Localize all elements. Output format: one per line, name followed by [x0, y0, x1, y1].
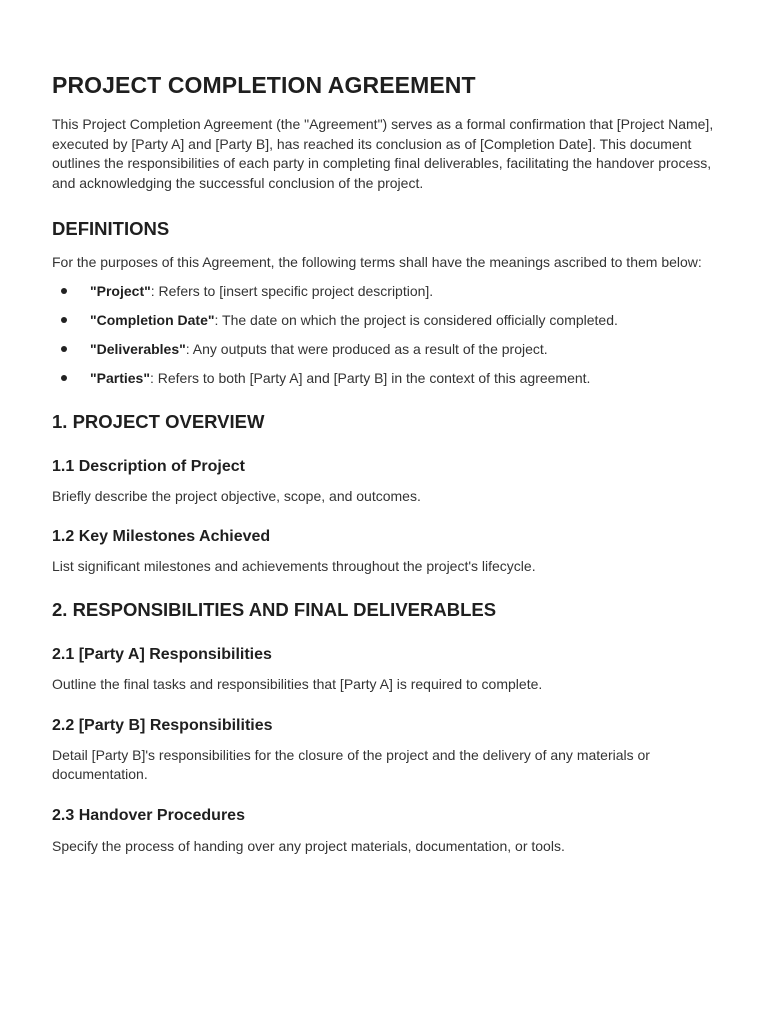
definition-item-project: [52, 282, 724, 302]
bullet-icon: [61, 317, 67, 323]
bullet-icon: [61, 375, 67, 381]
subsection-2-2-text: Detail [Party B]'s responsibilities for the closure of the project and the delivery of any materials or documentation.: [52, 746, 650, 783]
definition-item-deliverables: [52, 340, 724, 360]
definition-term: "Deliverables": [90, 341, 186, 358]
definition-term: "Parties": [90, 370, 150, 387]
definition-term: "Project": [90, 282, 151, 299]
document-title: PROJECT COMPLETION AGREEMENT: [52, 72, 476, 98]
definition-item-parties: [52, 369, 724, 389]
definitions-list: [52, 282, 724, 389]
definition-text: : The date on which the project is considered officially completed.: [214, 312, 618, 329]
subsection-2-3-text: Specify the process of handing over any project materials, documentation, or tools.: [52, 837, 565, 854]
subsection-2-1-text: Outline the final tasks and responsibilities that [Party A] is required to complete.: [52, 676, 543, 693]
bullet-icon: [61, 346, 67, 352]
subsection-1-1-heading: 1.1 Description of Project: [52, 457, 245, 475]
document-content: [52, 70, 724, 856]
definitions-intro: For the purposes of this Agreement, the following terms shall have the meanings ascribed to them below:: [52, 254, 702, 271]
subsection-2-3-heading: 2.3 Handover Procedures: [52, 806, 245, 824]
subsection-1-2-text: List significant milestones and achievements throughout the project's lifecycle.: [52, 558, 536, 575]
definition-text: : Refers to [insert specific project description].: [150, 282, 434, 299]
subsection-2-2-heading: 2.2 [Party B] Responsibilities: [52, 716, 273, 734]
intro-paragraph: This Project Completion Agreement (the "Agreement") serves as a formal confirmation that [Project Name], executed by [Party A] and [Party B], has reached its conclusion as of [Completion Date]. This document outlines the responsibilities of each party in completing final deliverables, facilitating the handover process, and acknowledging the successful conclusion of the project.: [52, 116, 714, 191]
subsection-1-1-text: Briefly describe the project objective, scope, and outcomes.: [52, 487, 421, 504]
bullet-icon: [61, 288, 67, 294]
definitions-heading: DEFINITIONS: [52, 218, 170, 240]
subsection-1-2-heading: 1.2 Key Milestones Achieved: [52, 528, 271, 546]
section-1-heading: 1. PROJECT OVERVIEW: [52, 410, 265, 432]
section-2-heading: 2. RESPONSIBILITIES AND FINAL DELIVERABLES: [52, 599, 497, 621]
subsection-2-1-heading: 2.1 [Party A] Responsibilities: [52, 646, 272, 664]
definition-term: "Completion Date": [90, 312, 215, 329]
definition-text: : Refers to both [Party A] and [Party B] in the context of this agreement.: [149, 370, 591, 387]
definition-item-completion-date: [52, 311, 724, 331]
definition-text: : Any outputs that were produced as a result of the project.: [185, 341, 548, 358]
